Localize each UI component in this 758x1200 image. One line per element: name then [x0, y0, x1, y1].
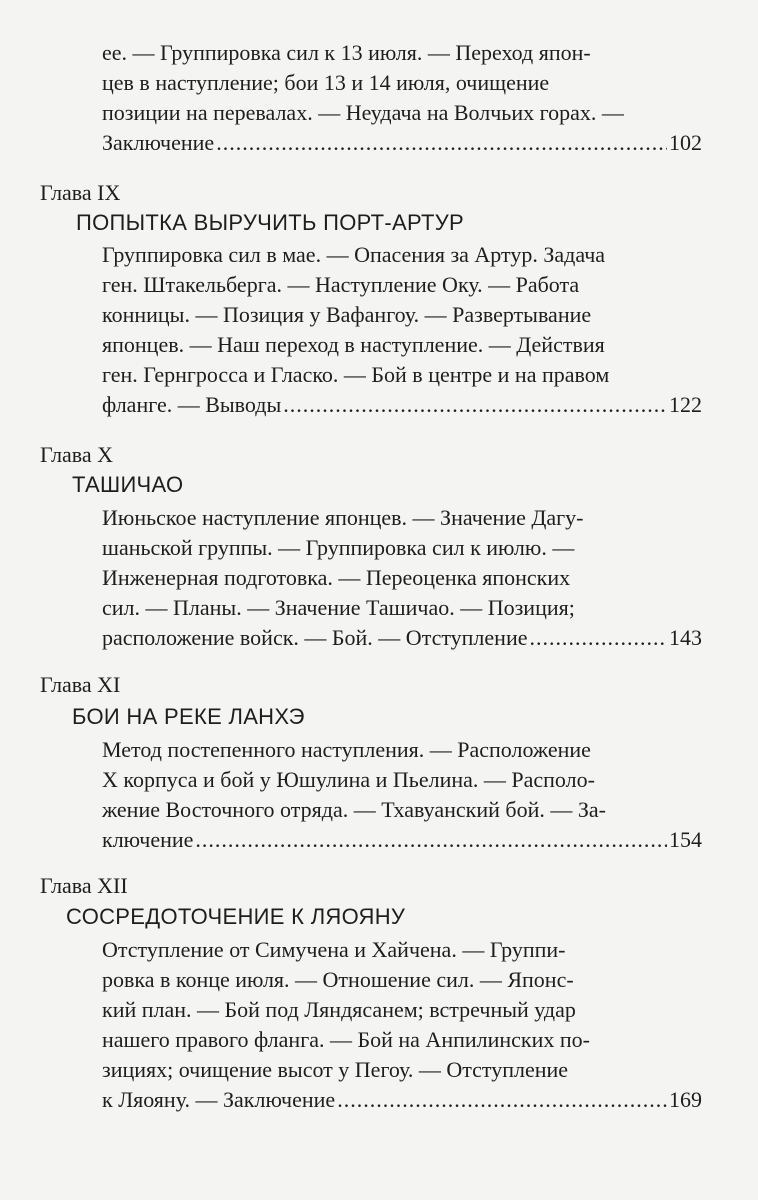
chapter-title: СОСРЕДОТОЧЕНИЕ К ЛЯОЯНУ	[66, 904, 406, 929]
chapter-title: ТАШИЧАО	[72, 472, 184, 497]
description-line: нашего правого фланга. — Бой на Анпилинских по-	[102, 1027, 590, 1052]
toc-leader-line	[102, 128, 702, 158]
description-line: ключение	[102, 827, 194, 852]
toc-entry-description	[102, 935, 702, 1115]
description-line: ген. Штакельберга. — Наступление Оку. — Работа	[102, 272, 580, 297]
chapter-title: БОИ НА РЕКЕ ЛАНХЭ	[72, 704, 305, 729]
description-line: ее. — Группировка сил к 13 июля. — Переход япон-	[102, 40, 591, 65]
description-line: фланге. — Выводы	[102, 392, 282, 417]
page-number: 169	[669, 1087, 702, 1112]
chapter-label: Глава X	[40, 442, 114, 467]
description-line: жение Восточного отряда. — Тхавуанский бой. — За-	[102, 797, 606, 822]
toc-leader-line	[102, 623, 702, 653]
page-number: 102	[669, 130, 702, 155]
description-line: ровка в конце июля. — Отношение сил. — Японс-	[102, 967, 574, 992]
chapter-label: Глава XII	[40, 873, 128, 898]
description-line: X корпуса и бой у Юшулина и Пьелина. — Располо-	[102, 767, 595, 792]
description-line: цев в наступление; бои 13 и 14 июля, очищение	[102, 70, 550, 95]
description-line: ген. Гернгросса и Гласко. — Бой в центре и на правом	[102, 362, 610, 387]
toc-leader-line	[102, 1085, 702, 1115]
description-line: японцев. — Наш переход в наступление. — Действия	[102, 332, 605, 357]
toc-entry-description	[102, 38, 702, 158]
description-line: Заключение	[102, 130, 215, 155]
description-line: Метод постепенного наступления. — Расположение	[102, 737, 591, 762]
page-number: 143	[669, 625, 702, 650]
leader-dots	[195, 825, 667, 855]
description-line: расположение войск. — Бой. — Отступление	[102, 625, 528, 650]
description-line: Июньское наступление японцев. — Значение Дагу-	[102, 505, 584, 530]
leader-dots	[337, 1085, 667, 1115]
toc-entry-description	[102, 240, 702, 420]
leader-dots	[530, 623, 668, 653]
description-line: кий план. — Бой под Ляндясанем; встречный удар	[102, 997, 576, 1022]
description-line: Инженерная подготовка. — Переоценка японских	[102, 565, 571, 590]
page-number: 154	[669, 827, 702, 852]
page-number: 122	[669, 392, 702, 417]
description-line: конницы. — Позиция у Вафангоу. — Развертывание	[102, 302, 592, 327]
chapter-label: Глава XI	[40, 672, 121, 697]
toc-leader-line	[102, 390, 702, 420]
description-line: сил. — Планы. — Значение Ташичао. — Позиция;	[102, 595, 575, 620]
description-line: позиции на перевалах. — Неудача на Волчьих горах. —	[102, 100, 624, 125]
toc-entry-description	[102, 503, 702, 653]
leader-dots	[216, 128, 667, 158]
description-line: к Ляояну. — Заключение	[102, 1087, 336, 1112]
chapter-label: Глава IX	[40, 180, 121, 205]
leader-dots	[283, 390, 667, 420]
toc-entry-description	[102, 735, 702, 855]
toc-leader-line	[102, 825, 702, 855]
chapter-title: ПОПЫТКА ВЫРУЧИТЬ ПОРТ-АРТУР	[76, 210, 464, 235]
description-line: зициях; очищение высот у Пегоу. — Отступление	[102, 1057, 569, 1082]
description-line: шаньской группы. — Группировка сил к июлю. —	[102, 535, 575, 560]
description-line: Отступление от Симучена и Хайчена. — Группи-	[102, 937, 566, 962]
description-line: Группировка сил в мае. — Опасения за Артур. Задача	[102, 242, 606, 267]
